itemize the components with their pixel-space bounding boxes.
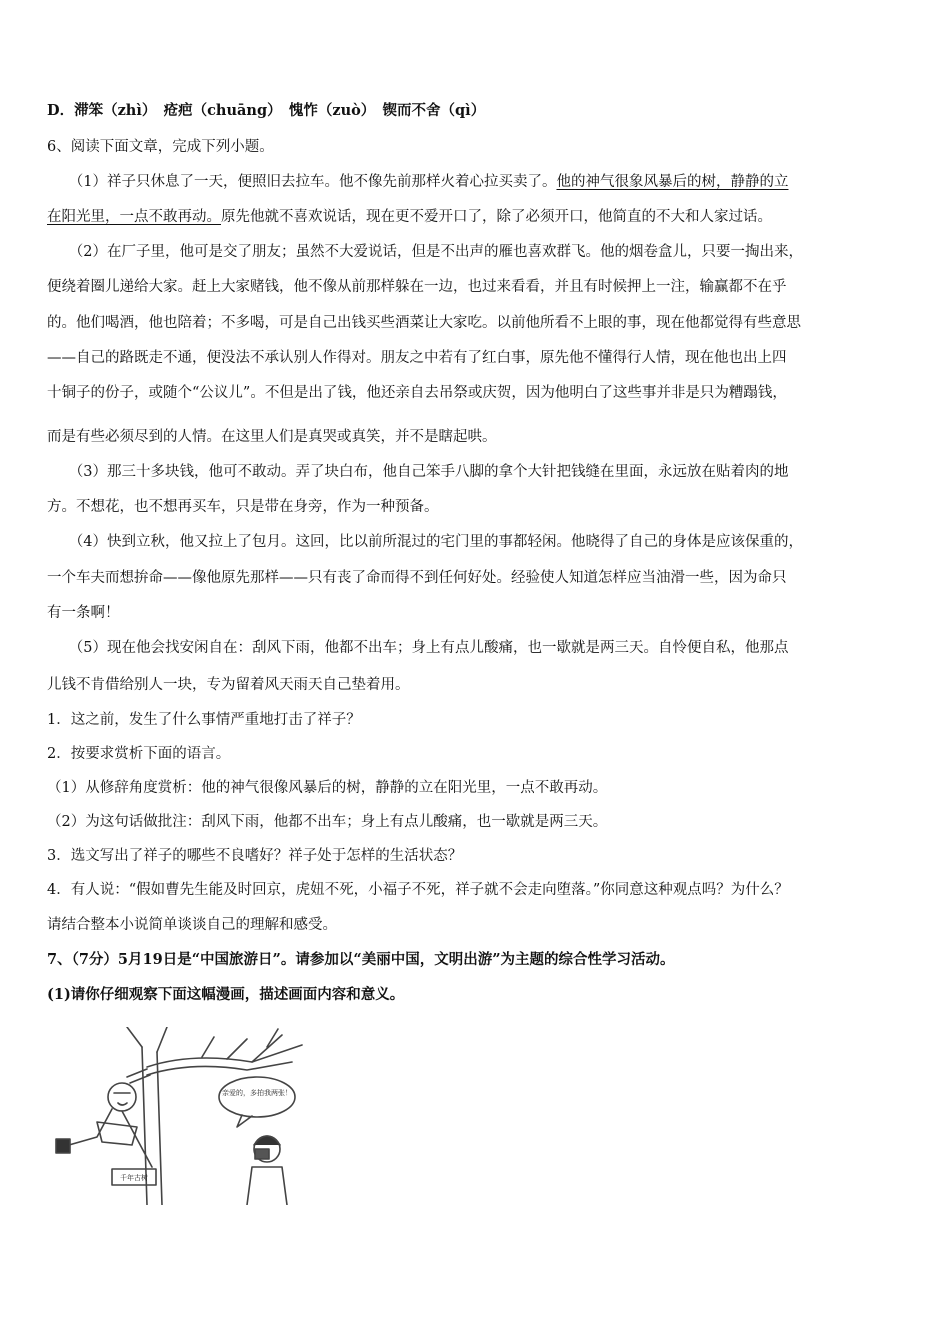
speech-bubble-text: 亲爱的，多拍我两张！ <box>222 1089 292 1097</box>
passage-para3-line2: 方。不想花，也不想再买车，只是带在身旁，作为一种预备。 <box>47 499 439 515</box>
man-arm <box>127 1069 150 1083</box>
passage-para1-line2 <box>47 207 907 227</box>
passage-para4-line1: （4）快到立秋，他又拉上了包月。这回，比以前所混过的宅门里的事都轻闲。他晓得了自己的身体是应该保重的， <box>47 534 803 550</box>
subquestion-1: 1．这之前，发生了什么事情严重地打击了祥子？ <box>47 712 361 728</box>
passage-para2-line4: ——自己的路既走不通，便没法不承认别人作得对。朋友之中若有了红白事，原先他不懂得行人情，现在他也出上四 <box>47 350 787 366</box>
man-head <box>108 1083 136 1111</box>
subquestion-4-line1: 4．有人说：“假如曹先生能及时回京，虎妞不死，小福子不死，祥子就不会走向堕落。”你同意这种观点吗？为什么？ <box>47 882 789 898</box>
subquestion-2: 2．按要求赏析下面的语言。 <box>47 746 231 762</box>
underlined-sentence: 在阳光里，一点不敢再动。 <box>47 209 221 225</box>
subquestion-4-line2: 请结合整本小说简单谈谈自己的理解和感受。 <box>47 917 337 933</box>
passage-para2-line5: 十铜子的份子，或随个“公议儿”。不但是出了钱，他还亲自去吊祭或庆贺，因为他明白了这些事并非是只为糟蹋钱， <box>47 385 787 401</box>
passage-para5-line2: 儿钱不肯借给别人一块，专为留着风天雨天自己垫着用。 <box>47 677 410 693</box>
underlined-sentence: 他的神气很象风暴后的树，静静的立 <box>556 174 789 190</box>
question-6-heading: 6、阅读下面文章，完成下列小题。 <box>47 139 274 155</box>
passage-para4-line3: 有一条啊！ <box>47 605 120 621</box>
question-7-part1: (1)请你仔细观察下面这幅漫画，描述画面内容和意义。 <box>47 986 405 1003</box>
camera <box>255 1149 269 1159</box>
man-body <box>62 1109 152 1167</box>
passage-para2-line6: 而是有些必须尽到的人情。在这里人们是真哭或真笑，并不是瞎起哄。 <box>47 429 497 445</box>
subquestion-2-part1: （1）从修辞角度赏析：他的神气很像风暴后的树，静静的立在阳光里，一点不敢再动。 <box>47 780 608 796</box>
passage-para4-line2: 一个车夫而想拚命——像他原先那样——只有丧了命而得不到任何好处。经验使人知道怎样应当油滑一些，因为命只 <box>47 570 787 586</box>
passage-para2-line1: （2）在厂子里，他可是交了朋友；虽然不大爱说话，但是不出声的雁也喜欢群飞。他的烟卷盒儿，只要一掏出来， <box>47 244 803 260</box>
cartoon-illustration <box>42 1027 352 1205</box>
speech-bubble <box>219 1077 295 1117</box>
passage-para1-line1 <box>47 172 907 192</box>
passage-text: 原先他就不喜欢说话，现在更不爱开口了，除了必须开口，他简直的不大和人家过话。 <box>221 209 772 225</box>
subquestion-3: 3．选文写出了祥子的哪些不良嗜好？祥子处于怎样的生活状态？ <box>47 848 463 864</box>
option-d: D．滞笨（zhì） 疮疤（chuāng） 愧怍（zuò） 锲而不舍（qì） <box>47 102 486 119</box>
question-7-heading: 7、（7分）5月19日是“中国旅游日”。请参加以“美丽中国，文明出游”为主题的综合性学习活动。 <box>47 951 675 968</box>
passage-para2-line2: 便绕着圈儿递给大家。赶上大家赌钱，他不像从前那样躲在一边，也过来看看，并且有时候押上一注，输赢都不在乎 <box>47 279 787 295</box>
passage-para2-line3: 的。他们喝酒，他也陪着；不多喝，可是自己出钱买些酒菜让大家吃。以前他所看不上眼的事，现在他都觉得有些意思 <box>47 315 801 331</box>
passage-text: （1）祥子只休息了一天，便照旧去拉车。他不像先前那样火着心拉买卖了。 <box>47 174 557 190</box>
sign-text: 千年古树 <box>120 1174 148 1182</box>
subquestion-2-part2: （2）为这句话做批注：刮风下雨，他都不出车；身上有点儿酸痛，也一歇就是两三天。 <box>47 814 608 830</box>
passage-para5-line1: （5）现在他会找安闲自在：刮风下雨，他都不出车；身上有点儿酸痛，也一歇就是两三天。自怜便自私，他那点 <box>47 640 789 656</box>
passage-para3-line1: （3）那三十多块钱，他可不敢动。弄了块白布，他自己笨手八脚的拿个大针把钱缝在里面，永远放在贴着肉的地 <box>47 464 789 480</box>
